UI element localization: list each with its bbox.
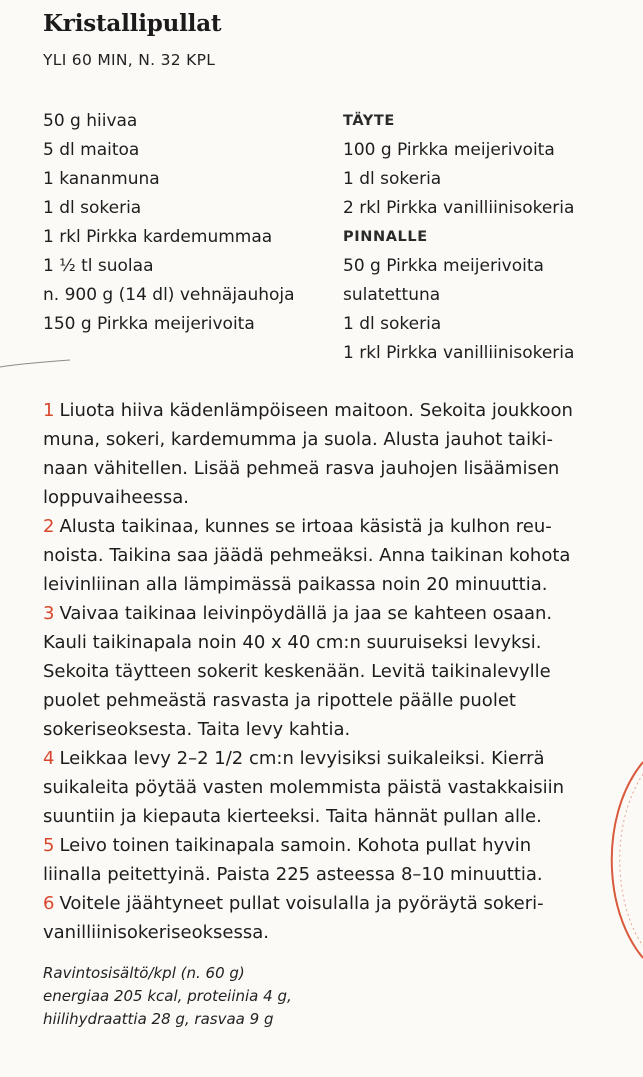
topping-item: 1 rkl Pirkka vanilliinisokeria <box>343 343 575 363</box>
ingredient-item: 5 dl maitoa <box>43 140 140 160</box>
instruction-steps <box>43 396 623 947</box>
step-number: 6 <box>43 893 55 914</box>
nutrition-info <box>43 962 292 1031</box>
step-line: vanilliinisokeriseoksessa. <box>43 922 270 943</box>
ingredient-item: 150 g Pirkka meijerivoita <box>43 314 255 334</box>
ingredient-item: 1 ½ tl suolaa <box>43 256 154 276</box>
step-number: 1 <box>43 400 55 421</box>
step-line: suikaleita pöytää vasten molemmista päistä vastakkaisiin <box>43 777 565 798</box>
nutrition-line: hiilihydraattia 28 g, rasvaa 9 g <box>43 1010 274 1028</box>
filling-heading: TÄYTE <box>343 113 395 129</box>
decorative-plate-edge <box>600 760 643 960</box>
step-number: 3 <box>43 603 55 624</box>
step-text: Leikkaa levy 2–2 1/2 cm:n levyisiksi suikaleiksi. Kierrä <box>59 748 545 769</box>
recipe-subtitle: YLI 60 MIN, N. 32 KPL <box>43 51 216 69</box>
step-line: naan vähitellen. Lisää pehmeä rasva jauhojen lisäämisen <box>43 458 560 479</box>
step-text: Leivo toinen taikinapala samoin. Kohota pullat hyvin <box>59 835 532 856</box>
step-line <box>43 599 623 628</box>
step-line: Sekoita täytteen sokerit keskenään. Levitä taikinalevylle <box>43 661 551 682</box>
ingredient-item: 1 dl sokeria <box>43 198 142 218</box>
topping-heading: PINNALLE <box>343 229 428 245</box>
topping-item: 1 dl sokeria <box>343 314 442 334</box>
step-line: muna, sokeri, kardemumma ja suola. Alusta jauhot taiki- <box>43 429 553 450</box>
filling-item: 100 g Pirkka meijerivoita <box>343 140 555 160</box>
topping-item: 50 g Pirkka meijerivoita <box>343 256 544 276</box>
step-line: liinalla peitettyinä. Paista 225 asteessa 8–10 minuuttia. <box>43 864 543 885</box>
step-number: 5 <box>43 835 55 856</box>
step-number: 2 <box>43 516 55 537</box>
step-text: Liuota hiiva kädenlämpöiseen maitoon. Sekoita joukkoon <box>59 400 573 421</box>
step-line: sokeriseoksesta. Taita levy kahtia. <box>43 719 351 740</box>
step-line <box>43 831 623 860</box>
step-text: Alusta taikinaa, kunnes se irtoaa käsistä ja kulhon reu- <box>59 516 552 537</box>
step-line <box>43 889 623 918</box>
step-line <box>43 512 623 541</box>
step-line: puolet pehmeästä rasvasta ja ripottele päälle puolet <box>43 690 516 711</box>
step-line <box>43 744 623 773</box>
step-line: Kauli taikinapala noin 40 x 40 cm:n suuruiseksi levyksi. <box>43 632 542 653</box>
ingredient-list-main <box>43 107 295 339</box>
filling-item: 1 dl sokeria <box>343 169 442 189</box>
topping-item: sulatettuna <box>343 285 441 305</box>
step-line: noista. Taikina saa jäädä pehmeäksi. Anna taikinan kohota <box>43 545 571 566</box>
ingredient-item: 1 rkl Pirkka kardemummaa <box>43 227 273 247</box>
ingredient-list-filling-topping <box>343 107 574 368</box>
step-line: suuntiin ja kiepauta kierteeksi. Taita hännät pullan alle. <box>43 806 542 827</box>
step-line <box>43 396 623 425</box>
step-line: loppuvaiheessa. <box>43 487 190 508</box>
ingredient-item: 1 kananmuna <box>43 169 160 189</box>
ingredient-item: n. 900 g (14 dl) vehnäjauhoja <box>43 285 295 305</box>
step-text: Voitele jäähtyneet pullat voisulalla ja pyöräytä sokeri- <box>59 893 544 914</box>
filling-item: 2 rkl Pirkka vanilliinisokeria <box>343 198 575 218</box>
paper-tear-mark <box>0 358 80 372</box>
nutrition-line: Ravintosisältö/kpl (n. 60 g) <box>43 964 245 982</box>
step-number: 4 <box>43 748 55 769</box>
recipe-title: Kristallipullat <box>43 10 222 37</box>
nutrition-line: energiaa 205 kcal, proteiinia 4 g, <box>43 987 292 1005</box>
step-text: Vaivaa taikinaa leivinpöydällä ja jaa se kahteen osaan. <box>59 603 553 624</box>
step-line: leivinliinan alla lämpimässä paikassa noin 20 minuuttia. <box>43 574 548 595</box>
ingredient-item: 50 g hiivaa <box>43 111 138 131</box>
